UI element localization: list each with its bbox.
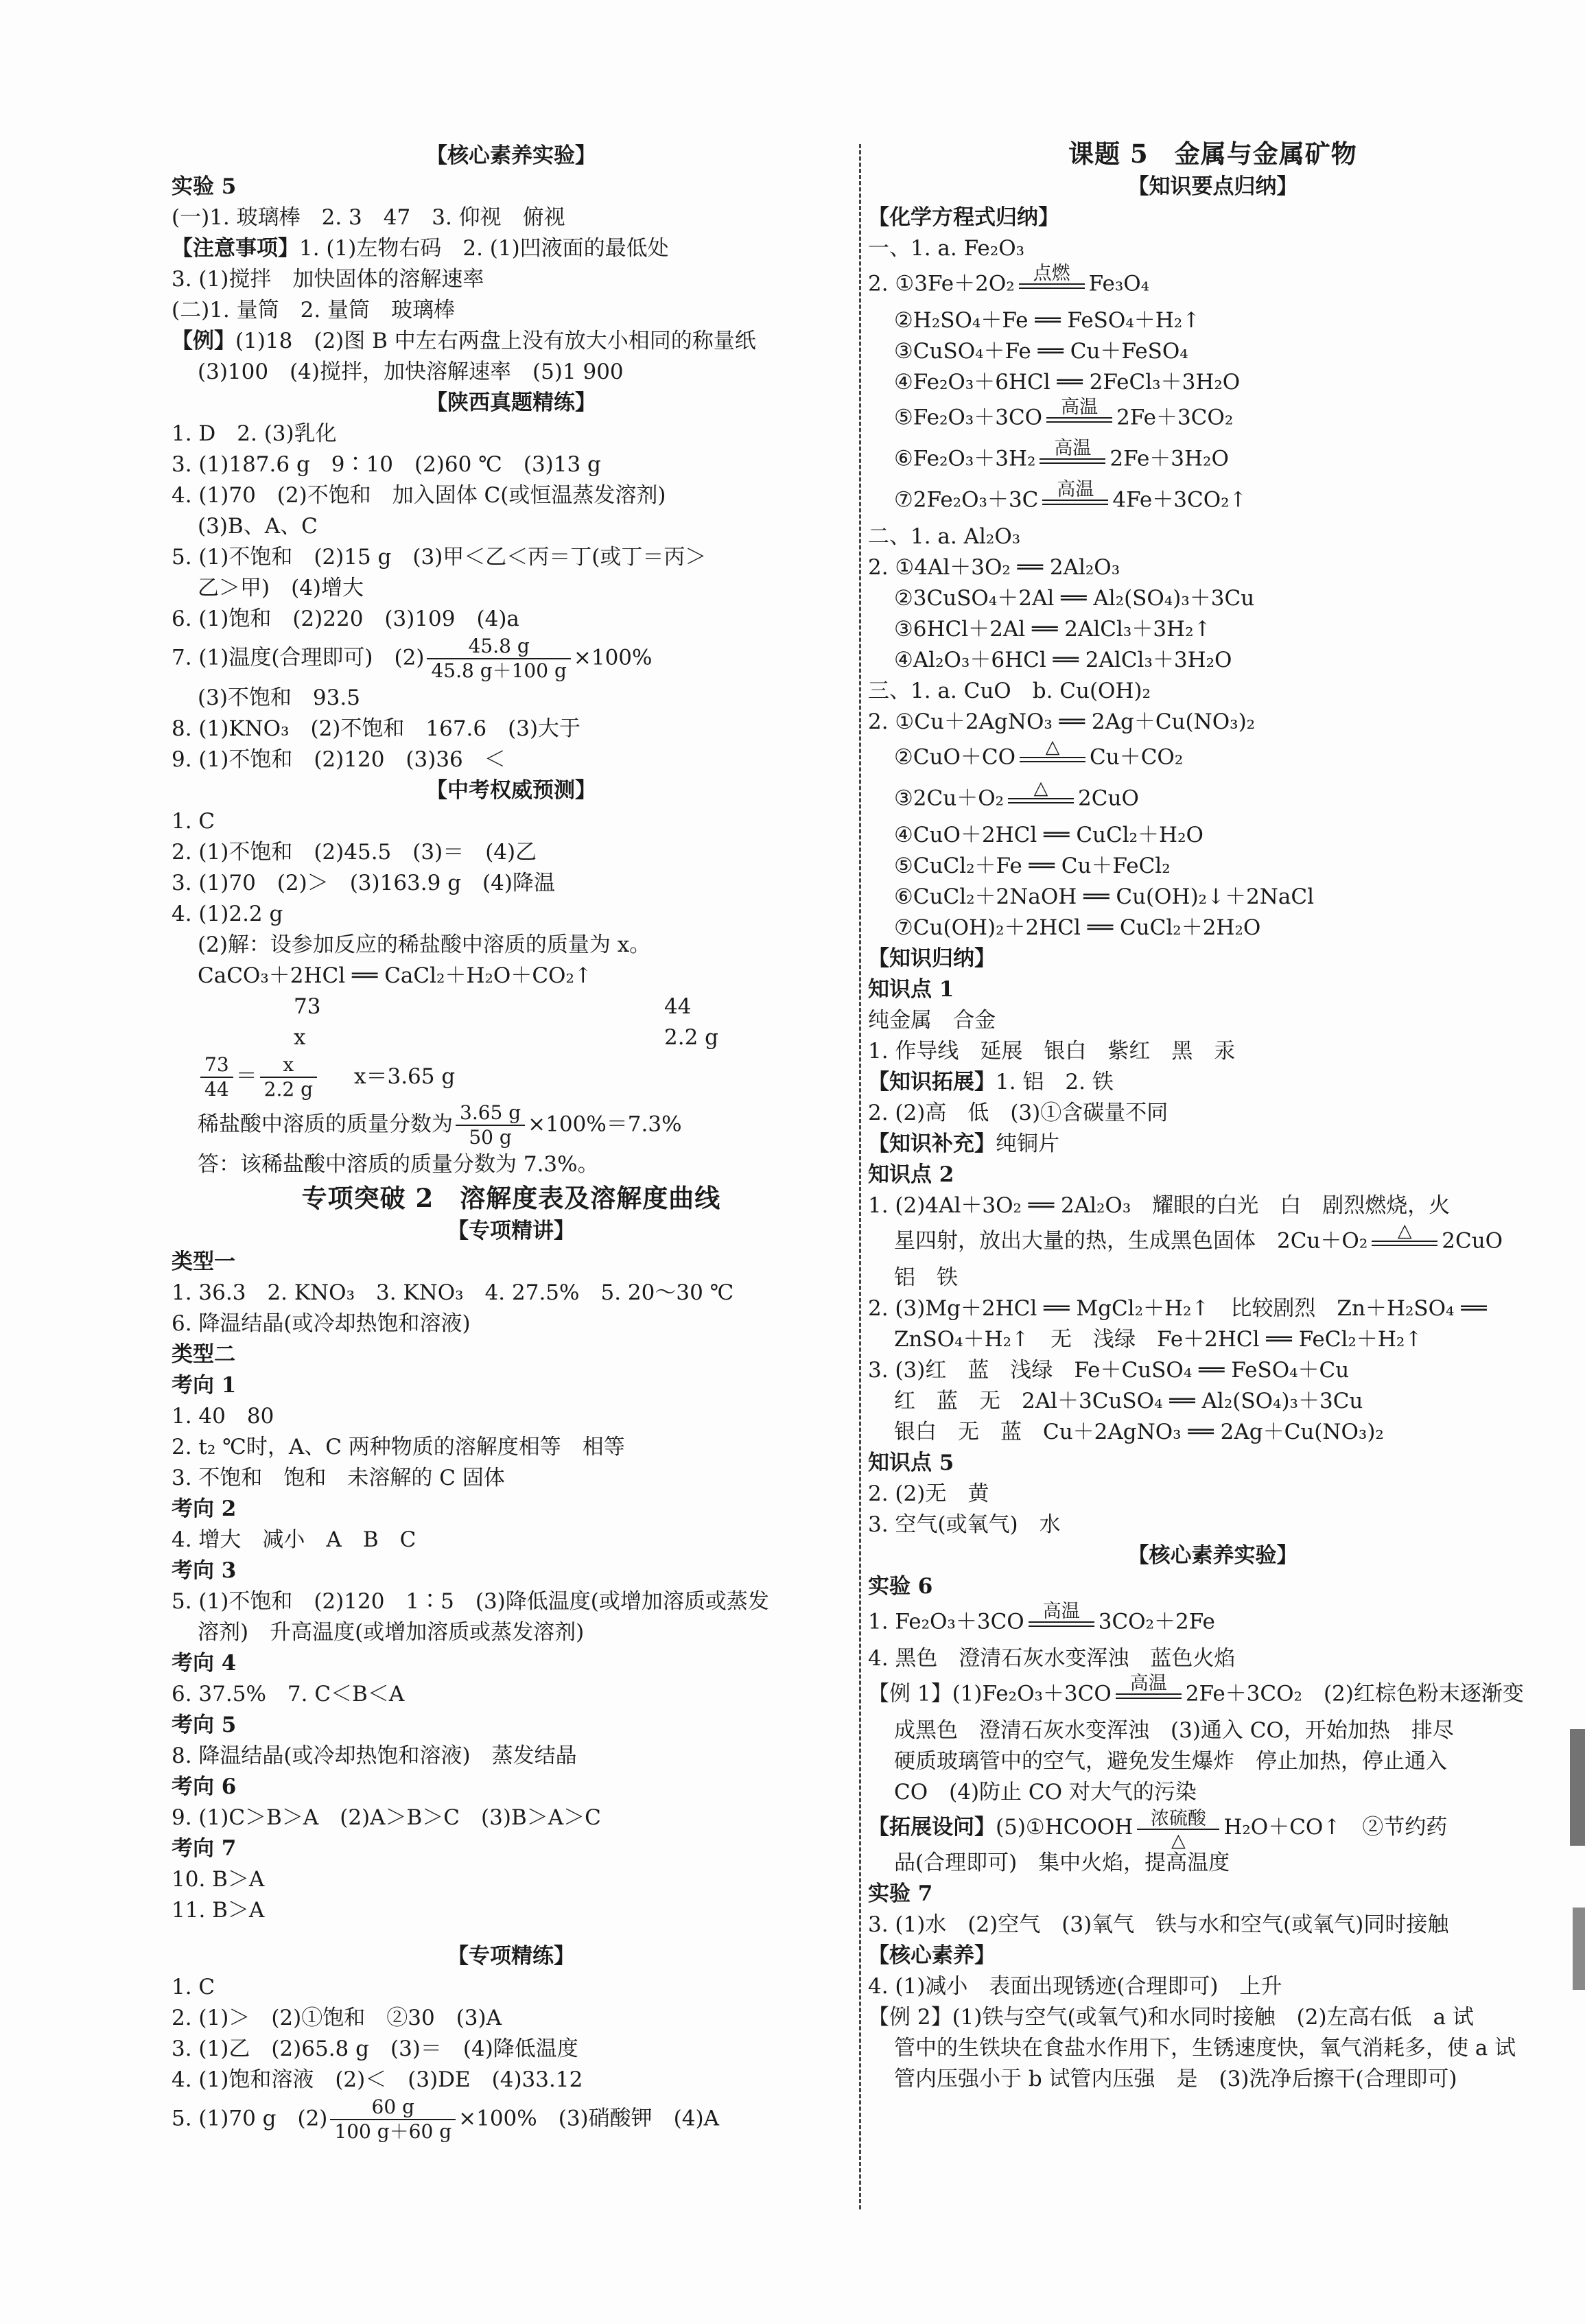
- equation-left: 星四射，放出大量的热，生成黑色固体 2Cu＋O₂: [894, 1228, 1368, 1254]
- answer-line: 2. (1)不饱和 (2)45.5 (3)＝ (4)乙: [172, 840, 537, 865]
- answer-line: 成黑色 澄清石灰水变浑浊 (3)通入 CO，开始加热 排尽: [894, 1718, 1454, 1743]
- answer-line: [868, 1129, 1558, 1160]
- answer-line: CO (4)防止 CO 对大气的污染: [894, 1780, 1197, 1805]
- answer-line: 硬质玻璃管中的空气，避免发生爆炸 停止加热，停止通入: [894, 1749, 1447, 1774]
- equation-line: [172, 1053, 851, 1101]
- reaction-arrow: [1020, 738, 1085, 779]
- answer-line: 4. (1)2.2 g: [172, 902, 283, 926]
- equation-right: 3CO₂＋2Fe: [1098, 1609, 1215, 1634]
- equation-line: [868, 439, 1558, 480]
- answer-line: 一、1. a. Fe₂O₃: [868, 236, 1025, 261]
- equation-right: 2Fe＋3H₂O: [1110, 446, 1229, 471]
- answer-line: 5. (1)不饱和 (2)120 1∶5 (3)降低温度(或增加溶质或蒸发: [172, 1589, 769, 1614]
- answer-line: (3)100 (4)搅拌，加快溶解速率 (5)1 900: [198, 360, 624, 384]
- subheading: 考向 1: [172, 1373, 237, 1398]
- condition-label: 点燃: [1033, 263, 1070, 284]
- equation-line: [868, 1602, 1558, 1643]
- known-mass: 2.2 g: [664, 1025, 718, 1050]
- fraction-denominator: 100 g＋60 g: [334, 2120, 452, 2143]
- answer-line: 3. 不饱和 饱和 未溶解的 C 固体: [172, 1466, 505, 1490]
- answer-line: 9. (1)不饱和 (2)120 (3)36 ＜: [172, 747, 506, 772]
- section-title: 【核心素养实验】: [1127, 1543, 1298, 1568]
- subheading: 考向 2: [172, 1496, 237, 1521]
- answer-line: (3)不饱和 93.5: [198, 685, 360, 710]
- reaction-arrow: [1029, 1602, 1094, 1643]
- tag-label: 【拓展设问】: [868, 1815, 996, 1840]
- equation-line: [868, 1807, 1558, 1851]
- reaction-arrow: [1040, 439, 1105, 480]
- answer-text: (1)18 (2)图 B 中左右两盘上没有放大小相同的称量纸: [235, 329, 756, 353]
- subheading: 类型二: [172, 1342, 235, 1367]
- equation-left: 1. Fe₂O₃＋3CO: [868, 1609, 1024, 1634]
- answer-line: 乙＞甲) (4)增大: [198, 576, 364, 600]
- equation-line: CaCO₃＋2HCl ══ CaCl₂＋H₂O＋CO₂↑: [198, 963, 592, 988]
- answer-line: 3. (1)187.6 g 9∶10 (2)60 ℃ (3)13 g: [172, 452, 601, 477]
- answer-text: 7. (1)温度(合理即可) (2): [172, 645, 425, 670]
- equation-line: ③6HCl＋2Al ══ 2AlCl₃＋3H₂↑: [894, 617, 1212, 642]
- equation-line: [172, 1022, 851, 1053]
- equation-right: Fe₃O₄: [1088, 271, 1150, 296]
- condition-label: △: [1397, 1220, 1412, 1241]
- answer-text: 5. (1)70 g (2): [172, 2106, 328, 2131]
- equation-line: [868, 738, 1558, 779]
- equation-line: [868, 1674, 1558, 1715]
- equation-line: [172, 1101, 851, 1149]
- section-title: 【中考权威预测】: [426, 778, 596, 803]
- answer-line: 9. (1)C＞B＞A (2)A＞B＞C (3)B＞A＞C: [172, 1805, 601, 1830]
- subheading: 考向 7: [172, 1836, 237, 1861]
- fraction: [427, 635, 570, 683]
- answer-text: 稀盐酸中溶质的质量分数为: [198, 1112, 453, 1137]
- scan-edge-shadow: [1573, 1908, 1585, 1990]
- reaction-arrow: [1019, 264, 1085, 305]
- answer-line: 三、1. a. CuO b. Cu(OH)₂: [868, 679, 1151, 703]
- fraction-numerator: 3.65 g: [456, 1101, 525, 1126]
- reaction-arrow: [1042, 480, 1108, 521]
- double-bar: [1116, 1693, 1182, 1699]
- answer-line: (2)解：设参加反应的稀盐酸中溶质的质量为 x。: [198, 932, 651, 957]
- answer-line: 1. C: [172, 809, 215, 834]
- equation-line: ⑤CuCl₂＋Fe ══ Cu＋FeCl₂: [894, 854, 1171, 878]
- answer-line: 答：该稀盐酸中溶质的质量分数为 7.3%。: [198, 1152, 599, 1177]
- tag-label: 【注意事项】: [172, 236, 299, 261]
- equation-left: ⑦2Fe₂O₃＋3C: [894, 487, 1039, 513]
- section-title: 【专项精讲】: [447, 1219, 575, 1243]
- subheading: 考向 4: [172, 1651, 237, 1676]
- equation-line: [868, 480, 1558, 521]
- molar-mass: 73: [294, 994, 321, 1019]
- answer-line: 8. (1)KNO₃ (2)不饱和 167.6 (3)大于: [172, 716, 581, 741]
- answer-text: ×100%＝7.3%: [528, 1112, 682, 1137]
- equation-left: ②CuO＋CO: [894, 744, 1016, 770]
- double-bar: [1042, 500, 1108, 505]
- answer-line: 【例 2】(1)铁与空气(或氧气)和水同时接触 (2)左高右低 a 试: [868, 2004, 1474, 2030]
- fraction-numerator: 60 g: [330, 2096, 456, 2120]
- equation-line: ④CuO＋2HCl ══ CuCl₂＋H₂O: [894, 823, 1204, 847]
- column-divider: [859, 144, 861, 2209]
- equation-left: (5)①HCOOH: [996, 1815, 1134, 1840]
- condition-spacer: [1116, 1699, 1182, 1715]
- answer-line: (一)1. 玻璃棒 2. 3 47 3. 仰视 俯视: [172, 205, 565, 230]
- answer-line: 3. (1)乙 (2)65.8 g (3)＝ (4)降低温度: [172, 2037, 578, 2061]
- topic-title: 专项突破 2 溶解度表及溶解度曲线: [301, 1183, 721, 1213]
- answer-line: 4. (1)70 (2)不饱和 加入固体 C(或恒温蒸发溶剂): [172, 483, 666, 508]
- condition-label: △: [1033, 777, 1048, 799]
- answer-line: 二、1. a. Al₂O₃: [868, 524, 1021, 549]
- answer-text: 1. (1)左物右码 2. (1)凹液面的最低处: [299, 236, 669, 261]
- equation-left: ⑥Fe₂O₃＋3H₂: [894, 446, 1036, 471]
- equation-right: 2CuO: [1078, 786, 1139, 811]
- reaction-arrow: [1372, 1221, 1437, 1263]
- reaction-arrow: [1008, 779, 1074, 820]
- equation-line: ②3CuSO₄＋2Al ══ Al₂(SO₄)₃＋3Cu: [894, 586, 1255, 611]
- answer-line: [868, 1067, 1558, 1098]
- fraction-denominator: 2.2 g: [263, 1078, 313, 1101]
- answer-line: 2. (2)高 低 (3)①含碳量不同: [868, 1101, 1169, 1125]
- equation-line: 2. ①4Al＋3O₂ ══ 2Al₂O₃: [868, 555, 1120, 580]
- equation-line: [172, 991, 851, 1022]
- answer-line: 3. (1)70 (2)＞ (3)163.9 g (4)降温: [172, 871, 555, 895]
- answer-line: 管中的生铁块在食盐水作用下，生锈速度快，氧气消耗多，使 a 试: [894, 2035, 1516, 2061]
- answer-line: (二)1. 量筒 2. 量筒 玻璃棒: [172, 298, 456, 322]
- equation-line: ④Al₂O₃＋6HCl ══ 2AlCl₃＋3H₂O: [894, 648, 1232, 672]
- equation-right: 4Fe＋3CO₂↑: [1112, 487, 1247, 513]
- equation-right: 2CuO: [1442, 1228, 1503, 1254]
- answer-line: 4. 黑色 澄清石灰水变浑浊 蓝色火焰: [868, 1646, 1236, 1671]
- section-title: 【知识要点归纳】: [1127, 174, 1298, 199]
- condition-spacer: [1042, 505, 1108, 521]
- answer-line: 2. t₂ ℃时，A、C 两种物质的溶解度相等 相等: [172, 1435, 625, 1459]
- equation-line: ②H₂SO₄＋Fe ══ FeSO₄＋H₂↑: [894, 308, 1201, 333]
- condition-label: △: [1171, 1829, 1186, 1851]
- answer-line: [172, 2096, 851, 2144]
- equation-line: [868, 264, 1558, 305]
- answer-line: 3. (1)水 (2)空气 (3)氧气 铁与水和空气(或氧气)同时接触: [868, 1912, 1449, 1937]
- double-bar: [1040, 458, 1105, 464]
- condition-spacer: [1019, 289, 1085, 305]
- tag-label: 【知识补充】: [868, 1131, 996, 1156]
- equation-right: H₂O＋CO↑ ②节约药: [1223, 1815, 1448, 1840]
- answer-line: 6. 降温结晶(或冷却热饱和溶液): [172, 1311, 471, 1336]
- fraction: [330, 2096, 456, 2144]
- answer-line: (3)B、A、C: [198, 514, 318, 539]
- section-title: 【陕西真题精练】: [426, 390, 596, 415]
- answer-line: 1. 作导线 延展 银白 紫红 黑 汞: [868, 1039, 1236, 1064]
- topic-title: 课题 5 金属与金属矿物: [1068, 139, 1357, 169]
- subheading: 【核心素养】: [868, 1942, 996, 1968]
- answer-line: 1. 40 80: [172, 1404, 274, 1429]
- answer-line: 3. 空气(或氧气) 水: [868, 1512, 1061, 1537]
- answer-line: [172, 233, 851, 264]
- equation-line: [868, 398, 1558, 439]
- fraction-denominator: 45.8 g＋100 g: [431, 659, 567, 682]
- answer-line: 11. B＞A: [172, 1898, 265, 1923]
- answer-line: [172, 326, 851, 357]
- double-bar: [1029, 1621, 1094, 1627]
- condition-label: 高温: [1054, 438, 1092, 459]
- equation-line: ⑦Cu(OH)₂＋2HCl ══ CuCl₂＋2H₂O: [894, 915, 1261, 940]
- fraction-denominator: 50 g: [469, 1126, 512, 1149]
- answer-line: 6. (1)饱和 (2)220 (3)109 (4)a: [172, 607, 519, 631]
- answer-line: 银白 无 蓝 Cu＋2AgNO₃ ══ 2Ag＋Cu(NO₃)₂: [894, 1420, 1384, 1444]
- condition-spacer: [1020, 762, 1085, 779]
- condition-spacer: [1040, 464, 1105, 480]
- fraction-numerator: 73: [200, 1053, 233, 1078]
- condition-spacer: [1029, 1627, 1094, 1643]
- answer-line: 2. (3)Mg＋2HCl ══ MgCl₂＋H₂↑ 比较剧烈 Zn＋H₂SO₄ ══: [868, 1296, 1487, 1321]
- subheading: 知识点 5: [868, 1451, 954, 1475]
- double-bar: [1020, 757, 1085, 762]
- equation-line: [868, 779, 1558, 820]
- fraction: [456, 1101, 525, 1149]
- answer-text: 1. 铝 2. 铁: [996, 1070, 1114, 1094]
- equation-left: ③2Cu＋O₂: [894, 786, 1005, 811]
- reaction-arrow: [1046, 398, 1112, 439]
- equation-line: ④Fe₂O₃＋6HCl ══ 2FeCl₃＋3H₂O: [894, 370, 1241, 395]
- answer-line: 1. (2)4Al＋3O₂ ══ 2Al₂O₃ 耀眼的白光 白 剧烈燃烧，火: [868, 1193, 1451, 1218]
- fraction: [260, 1053, 317, 1101]
- equation-left: 【例 1】(1)Fe₂O₃＋3CO: [868, 1681, 1112, 1706]
- equals-sign: ＝: [235, 1064, 257, 1089]
- subheading: 类型一: [172, 1249, 235, 1274]
- answer-text: 纯铜片: [996, 1131, 1059, 1156]
- double-bar: [1008, 798, 1074, 803]
- answer-line: 4. 增大 减小 A B C: [172, 1527, 416, 1552]
- answer-line: 品(合理即可) 集中火焰，提高温度: [894, 1850, 1230, 1875]
- section-title: 【专项精练】: [447, 1944, 575, 1969]
- equation-left: 2. ①3Fe＋2O₂: [868, 271, 1015, 296]
- equation-line: ⑥CuCl₂＋2NaOH ══ Cu(OH)₂↓＋2NaCl: [894, 884, 1315, 909]
- subheading: 知识点 2: [868, 1162, 954, 1187]
- right-column: [868, 136, 1558, 2095]
- tag-label: 【知识拓展】: [868, 1070, 996, 1094]
- double-bar: [1372, 1241, 1437, 1246]
- equation-right: Cu＋CO₂: [1090, 744, 1184, 770]
- answer-line: 2. (2)无 黄: [868, 1481, 989, 1506]
- left-column: [172, 141, 851, 2144]
- reaction-arrow: [1137, 1807, 1219, 1851]
- answer-line: 4. (1)饱和溶液 (2)＜ (3)DE (4)33.12: [172, 2067, 583, 2092]
- answer-line: [172, 635, 851, 683]
- condition-label: 高温: [1057, 479, 1094, 500]
- double-bar: [1046, 417, 1112, 423]
- reaction-arrow: [1116, 1674, 1182, 1715]
- condition-spacer: [1372, 1246, 1437, 1263]
- molar-mass: 44: [664, 994, 692, 1019]
- subheading: 【化学方程式归纳】: [868, 205, 1059, 230]
- answer-text: ×100% (3)硝酸钾 (4)A: [458, 2106, 719, 2131]
- tag-label: 【例】: [172, 329, 235, 353]
- answer-line: 1. C: [172, 1975, 215, 1999]
- answer-line: 2. (1)＞ (2)①饱和 ②30 (3)A: [172, 2006, 502, 2030]
- condition-label: △: [1045, 736, 1060, 758]
- double-bar: [1019, 283, 1085, 289]
- subheading: 考向 5: [172, 1713, 237, 1737]
- answer-line: 8. 降温结晶(或冷却热饱和溶液) 蒸发结晶: [172, 1744, 577, 1768]
- subheading: 知识点 1: [868, 977, 954, 1002]
- answer-line: 1. D 2. (3)乳化: [172, 421, 337, 446]
- equation-right: 2Fe＋3CO₂ (2)红棕色粉末逐渐变: [1185, 1681, 1524, 1706]
- equation-line: ③CuSO₄＋Fe ══ Cu＋FeSO₄: [894, 339, 1188, 364]
- section-title: 【核心素养实验】: [426, 143, 596, 168]
- equation-left: ⑤Fe₂O₃＋3CO: [894, 405, 1043, 430]
- answer-line: 红 蓝 无 2Al＋3CuSO₄ ══ Al₂(SO₄)₃＋3Cu: [894, 1389, 1363, 1413]
- answer-line: 3. (1)搅拌 加快固体的溶解速率: [172, 267, 484, 292]
- subheading: 考向 3: [172, 1558, 237, 1583]
- answer-line: ZnSO₄＋H₂↑ 无 浅绿 Fe＋2HCl ══ FeCl₂＋H₂↑: [894, 1327, 1423, 1352]
- condition-label: 高温: [1042, 1601, 1080, 1622]
- subheading: 实验 6: [868, 1574, 933, 1599]
- condition-label: 高温: [1061, 397, 1099, 418]
- answer-line: 铝 铁: [894, 1265, 958, 1290]
- subheading: 实验 7: [868, 1881, 933, 1906]
- subheading: 【知识归纳】: [868, 946, 996, 971]
- fraction-numerator: 45.8 g: [427, 635, 570, 659]
- answer-line: 溶剂) 升高温度(或增加溶质或蒸发溶剂): [198, 1620, 585, 1645]
- subheading: 实验 5: [172, 174, 237, 199]
- unknown-mass: x: [294, 1025, 306, 1050]
- condition-spacer: [1008, 803, 1074, 820]
- equation-line: 2. ①Cu＋2AgNO₃ ══ 2Ag＋Cu(NO₃)₂: [868, 709, 1256, 734]
- condition-label: 浓硫酸: [1150, 1807, 1206, 1829]
- answer-line: 纯金属 合金: [868, 1008, 996, 1033]
- answer-line: 4. (1)减小 表面出现锈迹(合理即可) 上升: [868, 1973, 1282, 1999]
- equation-right: 2Fe＋3CO₂: [1116, 405, 1234, 430]
- answer-line: 3. (3)红 蓝 浅绿 Fe＋CuSO₄ ══ FeSO₄＋Cu: [868, 1358, 1350, 1383]
- result: x＝3.65 g: [354, 1064, 456, 1089]
- answer-line: 6. 37.5% 7. C＜B＜A: [172, 1682, 405, 1706]
- answer-line: 10. B＞A: [172, 1867, 265, 1892]
- scan-edge-shadow: [1570, 1729, 1585, 1846]
- answer-line: 1. 36.3 2. KNO₃ 3. KNO₃ 4. 27.5% 5. 20～30 ℃: [172, 1280, 734, 1305]
- answer-line: 5. (1)不饱和 (2)15 g (3)甲＜乙＜丙＝丁(或丁＝丙＞: [172, 545, 707, 570]
- condition-spacer: [1046, 423, 1112, 439]
- fraction-denominator: 44: [204, 1078, 229, 1101]
- fraction-numerator: x: [260, 1053, 317, 1078]
- fraction: [200, 1053, 233, 1101]
- condition-label: 高温: [1129, 1673, 1167, 1694]
- answer-text: ×100%: [573, 645, 653, 670]
- answer-line: 管内压强小于 b 试管内压强 是 (3)洗净后擦干(合理即可): [894, 2066, 1457, 2091]
- subheading: 考向 6: [172, 1774, 237, 1799]
- equation-line: [868, 1221, 1558, 1263]
